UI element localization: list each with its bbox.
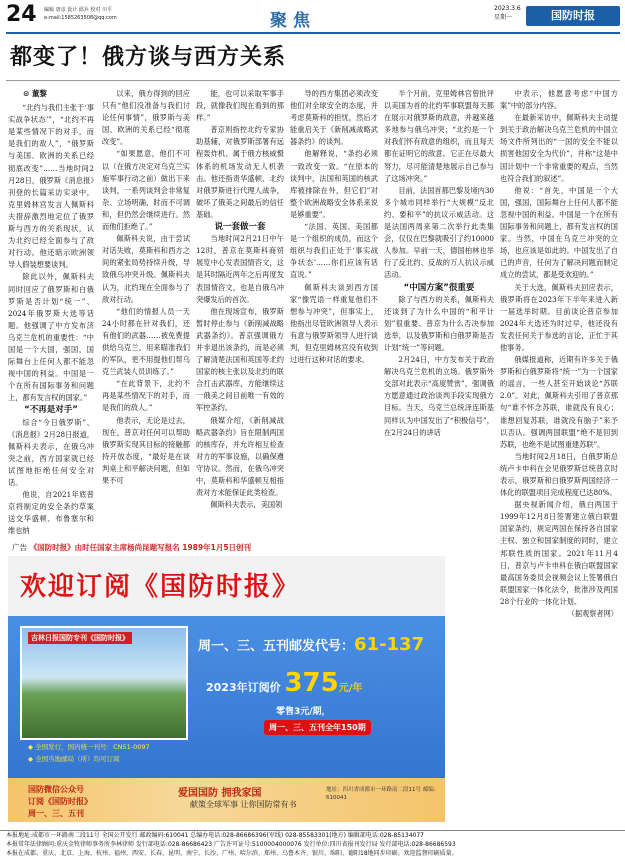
paragraph: “北约与我们主张于‘事实战争状态’”，“北约不再是某些情况下的对手，而是我们的敌人”，“俄罗斯与美国、欧洲的关系已经彻底改变”……当地时间2月28日，俄罗斯《消息报》刊登的长篇采访实录中，克里姆林宫发言人佩斯科夫措辞激烈地定位了俄罗斯与西方的关系现状，认为北约已经全面参与了敌对行动。他还暗示欧洲领导人假装想要谈判。 [8,103,94,270]
ad-postal-value: 61-137 [354,634,425,655]
subheading: “中国方案”很重要 [403,282,475,293]
paragraph: 除此以外，佩斯科夫同时回应了俄罗斯和白俄罗斯是否计划“统一”、2024年俄罗斯大选等话题。他强调了中方发布济乌克兰危机的重要性：“中国是一个大国，强国，国际舞台上任何人都不能忽视中国的利益。中国是一个在所有国际事务和问题上，都有发言权的国家。” [8,272,94,403]
paragraph: 半个月前，克里姆林宫曾批评以美国为首的北约军事联盟每天都在展示对俄罗斯的敌意，并越来越多地参与俄乌冲突；“北约是一个对我们怀有敌意的组织，而且每天都在证明它的敌意。它正在尽最大努力，尽可能清楚地展示自己参与了这场冲突。” [384,89,494,183]
footer-line-3: 本报在成都、重庆、北京、上海、杭州、福州、西安、长春、昆明、南宁、长沙、广州、哈尔滨、郑州、乌鲁木齐、银川、绵阳、德阳18地同步印刷。欢迎监督印刷质量。 [6,850,458,857]
paragraph: 他说，自2021年底普京将制定的安全条约草案送交华盛顿、布鲁塞尔和维也纳 [8,490,94,536]
paragraph: “法国、英国、美国都是一个组织的成员，而这个组织与我们正处于‘事实战争状态’……你们应该有话直说。” [290,222,378,280]
newspaper-logo: 国防时报 [526,6,620,26]
article-column-4 [290,88,378,536]
ad-photo-caption: 吉林日报国防专刊《国防时报》 [28,632,132,644]
ad-price-label: 2023年订阅价 [206,681,281,694]
page-number: 24 [6,2,37,27]
subheading: “不再是对手” [24,405,78,416]
footer-line-2: 本报常年法律顾问:重庆金牧律师事务所李林律师 发行部电话:028-86686423 广告许可证号:5100004000076 发行单位:四川省报刊发行局 发行部电话:028-86686593 [6,841,456,848]
issue-date [494,4,521,22]
paragraph: 中表示，他愿意考虑“中国方案”中的部分内容。 [500,89,618,111]
paragraph: 佩斯科夫表示，美国领 [210,500,283,510]
ad-retail: 零售3元/期， [276,707,331,717]
paragraph: 佩斯科夫说，由于尝试对话失败，莫斯科和西方之间的紧张局势持续升级，导致俄乌冲突升级。佩斯科夫认为，北约现在全面参与了敌对行动。 [102,234,190,304]
paragraph: 佩斯科夫谈到西方国家“像咒语一样重复他们不想参与冲突”，但事实上，他指出尽管欧洲领导人表示有意与俄罗斯领导人进行谈判，但克里姆林宫没有收到过进行这种对话的要求。 [290,282,378,365]
author-name: 董黎 [31,89,47,98]
ad-slogan: 爱国国防 拥我家国 [178,788,262,799]
header-email: e-mail:1585263508@qq.com [44,15,117,21]
paragraph: 关于大选，佩斯科夫回应表示，俄罗斯将在2023年下半年来进入新一届选举时期。目前谈论普京参加2024年大选还为时过早，他还没有发表任何关于参选的言论，正忙于其他事务。 [500,282,618,352]
ad-wechat [28,784,92,820]
paragraph: 据央视新闻介绍，俄白两国于1999年12月8日签署建立俄白联盟国家条约，规定两国在保持各自国家主权、独立和国家制度的同时，建立邦联性质的国家。2021年11月4日，普京与卢卡申科在俄白联盟国家最高国务委员会视频会议上签署俄白联盟国家一体化法令，批准涉及两国28个行业的一体化计划。 [500,500,618,606]
paragraph: 他解释说，“条约必须一致改变一致。“在原本的谈判中，法国和英国的核武库被排除在外，但它们”对整个欧洲战略安全体系来说是够重要”。 [290,149,378,219]
article-column-2 [102,88,190,536]
header-editors: 编辑 唐彦 设计 邱兵 校对 川平 [44,7,112,13]
source-credit: （据观察者网） [567,609,618,619]
footer-line-1: 本报地址:成都市一环路南二段11号 全国公开发行 邮政编码:610041 总编办电话:028-86686396(军线) 028-85583301(地方) 编辑部电话:028-85134077 [6,832,424,839]
ad-hero [8,556,445,616]
paragraph: “在此背景下，北约不再是某些情况下的对手，而是我们的敌人。” [102,379,190,413]
subscription-advertisement [8,540,445,822]
article-column-5 [500,88,618,826]
header-rule [6,32,620,34]
ad-wechat-sub: 订阅《国防时报》 [28,797,92,806]
paragraph: 当地时间2月18日，白俄罗斯总统卢卡申科在会见俄罗斯总统普京时表示，俄罗斯和白俄罗斯两国经济一体化的联盟项目完成程度已达80%。 [500,451,618,498]
ad-bullet-2: ◆ 全国当地邮局（所）均可订阅 [28,755,120,763]
ad-footer [8,778,445,822]
headline: 都变了！俄方谈与西方关系 [10,45,287,70]
article-column-3 [196,88,284,536]
ad-issues: 周一、三、五刊全年150期 [264,720,371,735]
article-column-1 [8,88,94,537]
paragraph: “如果愿意，他们不可以（在俄方决定对乌克兰实施军事行动之前）做出下来谈判，一系列谈判会非常复杂、立场明确，时而不可调和，但仍然会继续进行。然而他们拒绝了。” [102,149,190,232]
paragraph: 在最新采访中，佩斯科夫主动提到关于政治解决乌克兰危机的中国立场文件所列出的“一国的安全不能以损害他国安全为代价”，并称“这是中国计划中一个非常重要的观点，当然也符合我们的叙述”。 [500,113,618,183]
ad-top-banner [8,540,445,556]
ad-wechat-days: 周一、三、五刊 [28,809,84,818]
ad-address: 地址：四川省成都市一环路南二段11号 邮编：610041 [326,787,440,801]
byline: ⊙ 董黎 [23,89,47,98]
paragraph: 俄媒报道称，近期有许多关于俄罗斯和白俄罗斯将“统一”为一个国家的谣言，一些人甚至开始谈论“苏联2.0”。对此，佩斯科夫引用了普京那句“谁不怀念苏联，谁就没有良心；谁想回复苏联，谁就没有脑子”来予以否认。强调两国联盟“绝不是回到苏联，也绝不是试图重建苏联”。 [500,355,618,449]
issue-weekday: 星期一 [494,14,513,21]
ad-wechat-label: 国防微信公众号 [28,785,84,794]
ad-top-title: 《国防时报》由时任国家主席杨尚昆题写报名 1989年1月5日创刊 [29,543,252,552]
paragraph: 导的西方集团必须改变他们对全球安全的态度，并考虑莫斯科的担忧，然后才能重启关于《新削减战略武器条约》的谈判。 [290,89,378,147]
page-footer [0,830,625,861]
header-meta [44,6,117,22]
ad-slogan-2: 献策全球军事 让你国防常有书 [190,800,297,809]
ad-hero-title: 欢迎订阅《国防时报》 [20,572,301,602]
paragraph: 目前，法国首都巴黎及境内30多个城市同样举行“大规模”反北约、要和平”的抗议示威活动。这是法国两周来第二次举行此类集会，仅仅在巴黎就吸引了约10000人参加。早前一天，德国柏林也举行了反北约、反战的万人抗议示威活动。 [384,185,494,280]
paragraph: 俄媒介绍，《新削减战略武器条约》旨在限制两国的核库存，并允许相互检查对方的军事设施，以确保遵守协议。然而，在俄乌冲突中，莫斯科和华盛顿互相指责对方未能保证此类检查。 [196,415,284,498]
paragraph: 他在现场宣布，俄罗斯暂时停止参与《新削减战略武器条约》。普京强调俄方并非退出该条约，而是必须了解清楚法国和英国等北约国家的核主张以及北约的联合打击武器库，方能继续这一俄美之间目前唯一有效的军控条约。 [196,306,284,413]
paragraph: 他说：“首先，中国是一个大国，强国，国际舞台上任何人都不能忽视中国的利益。中国是一个在所有国际事务和问题上，都有发言权的国家。当然，中国在乌克兰冲突的立场，也应该是如此的。中国发出了自己的声音，任何为了解决问题而制定成立的尝试，都是受欢迎的。” [500,185,618,280]
ad-bullet-1: ◆ 全国发行，国内统一刊号：CN51-0097 [28,743,150,751]
subheading: 说一套做一套 [214,222,266,233]
paragraph: “他们的情报人员一天24小时都在针对我们，还有他们的武器……被免费提供给乌克兰，用来瞄准我们的军队，更不用提他们帮乌克兰武装人员训练了。” [102,306,190,377]
paragraph: 以来，俄方得到的回应只有“他们没准备与我们讨论任何事情”，俄罗斯与美国、欧洲的关系已经“彻底改变”。 [102,89,190,147]
paragraph: 2月24日，中方发布关于政治解决乌克兰危机的立场。俄罗斯外交部对此表示“高度赞赏”，强调俄方愿意通过政治谈判手段实现俄方目标。当天，乌克兰总统泽连斯基同样认为中国发出了“积极信号”，在2月24日的讲话 [384,355,494,437]
ad-price [206,668,362,698]
ad-label: 广告 [12,543,27,552]
paragraph: 能，也可以采取军事手段，就像我们现在看到的那样。” [196,89,284,123]
paragraph: 综合“今日俄罗斯”、《消息报》2月28日报道，佩斯科夫表示，在俄乌冲突之前，西方国家就已经试图地拒绝任何安全对话。 [8,417,94,487]
paragraph: 除了与西方的关系，佩斯科夫还谈到了为什么中国的“和平计划”很重要、普京为什么否决参加选举，以及俄罗斯和白俄罗斯是否计划“统一”等问题。 [384,294,494,352]
issue-date-value: 2023.3.6 [494,5,521,12]
page-header [0,0,625,34]
headline-rule [6,80,620,81]
section-title: 聚焦 [270,11,316,31]
paragraph: 他表示，无论是过去，现在，普京对任何可以帮助俄罗斯实现其目标的接触都持开放态度，“最好是在谈判桌上和平解决问题，但如果不可 [102,415,190,485]
ad-price-unit: 元/年 [338,683,363,694]
ad-postal-label: 周一、三、五刊邮发代号： [198,639,355,654]
paragraph: 普京则指控北约专家协助基辅，对俄罗斯部署有远程轰炸机、属于俄方核威慑体系的机场发动无人机袭击。他还指责华盛顿、北约对俄罗斯进行代理人战争，破坏了俄美之间最后的信任基础。 [196,125,284,219]
ad-price-value: 375 [284,668,339,698]
paragraph: 当地时间2月21日中午12时，普京在莫斯科商贸展览中心发表国情咨文，这是其时隔近两年之后再度发表国情咨文，也是自俄乌冲突爆发后的首次。 [196,234,284,304]
ad-postal-code [198,634,424,655]
